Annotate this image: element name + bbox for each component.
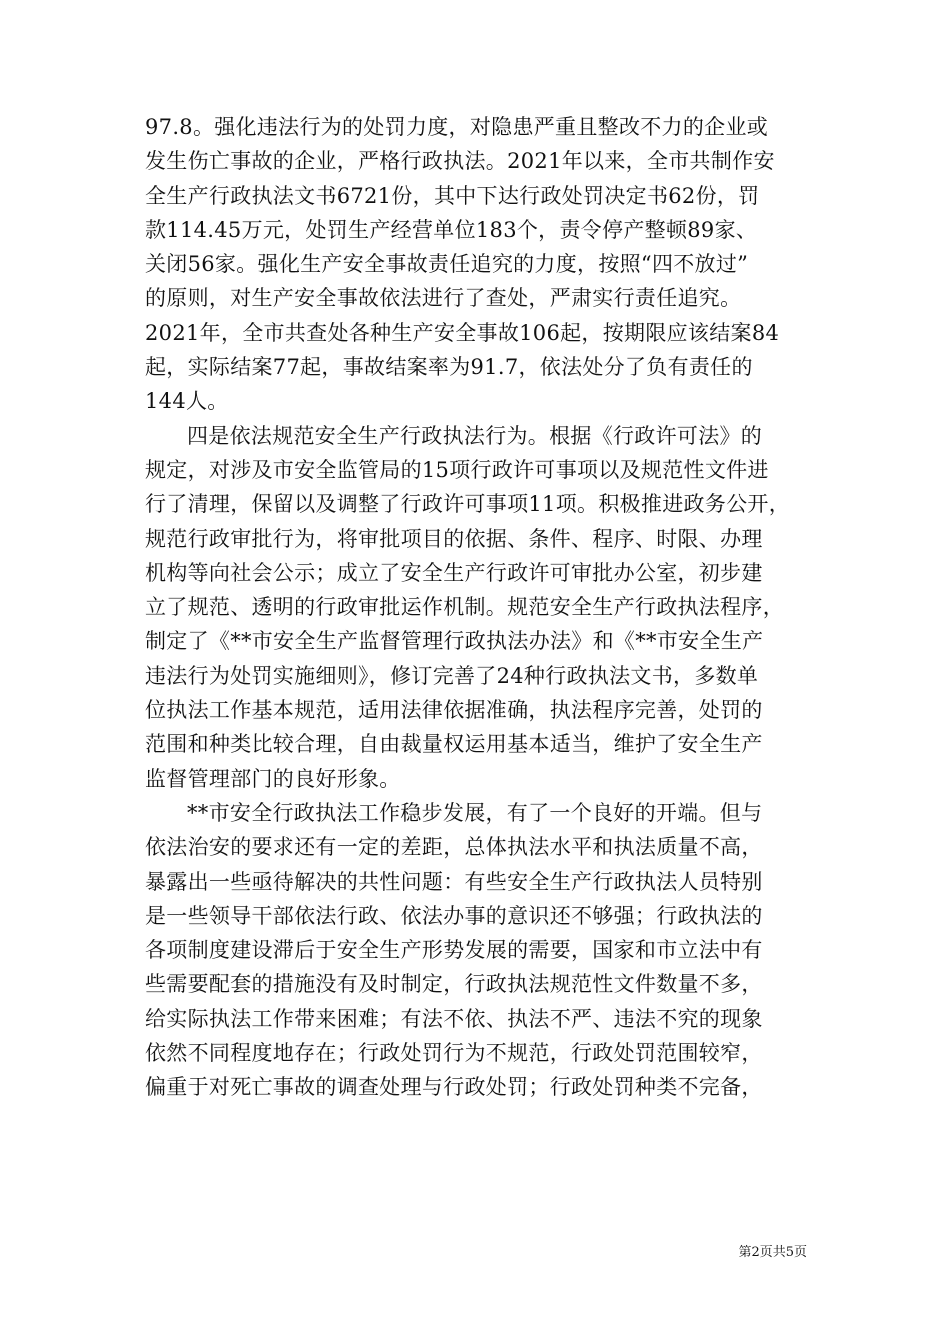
text-line: 款114.45万元，处罚生产经营单位183个，责令停产整顿89家、 bbox=[145, 217, 758, 242]
text-line: 发生伤亡事故的企业，严格行政执法。2021年以来，全市共制作安 bbox=[145, 149, 775, 174]
text-line: 立了规范、透明的行政审批运作机制。规范安全生产行政执法程序， bbox=[145, 595, 784, 620]
text-line: 2021年，全市共查处各种生产安全事故106起，按期限应该结案84 bbox=[145, 320, 780, 345]
text-line: 位执法工作基本规范，适用法律依据准确，执法程序完善，处罚的 bbox=[145, 698, 763, 723]
page-number: 第2页共5页 bbox=[738, 1245, 807, 1260]
text-line: 制定了《**市安全生产监督管理行政执法办法》和《**市安全生产 bbox=[145, 629, 764, 654]
text-line: 些需要配套的措施没有及时制定，行政执法规范性文件数量不多， bbox=[145, 972, 763, 997]
text-line: 机构等向社会公示；成立了安全生产行政许可审批办公室，初步建 bbox=[145, 560, 763, 585]
text-line: 偏重于对死亡事故的调查处理与行政处罚；行政处罚种类不完备， bbox=[145, 1075, 763, 1100]
text-line: 是一些领导干部依法行政、依法办事的意识还不够强；行政执法的 bbox=[145, 903, 763, 928]
text-line: 依然不同程度地存在；行政处罚行为不规范，行政处罚范围较窄， bbox=[145, 1041, 763, 1066]
text-line: 各项制度建设滞后于安全生产形势发展的需要，国家和市立法中有 bbox=[145, 938, 763, 963]
text-line: 给实际执法工作带来困难；有法不依、执法不严、违法不究的现象 bbox=[145, 1006, 763, 1031]
text-line: **市安全行政执法工作稳步发展，有了一个良好的开端。但与 bbox=[187, 800, 763, 825]
document-body bbox=[145, 110, 815, 1105]
text-line: 监督管理部门的良好形象。 bbox=[145, 766, 401, 791]
text-line: 规范行政审批行为，将审批项目的依据、条件、程序、时限、办理 bbox=[145, 526, 763, 551]
text-line: 范围和种类比较合理，自由裁量权运用基本适当，维护了安全生产 bbox=[145, 732, 763, 757]
text-line: 起，实际结案77起，事故结案率为91.7，依法处分了负有责任的 bbox=[145, 355, 753, 380]
text-line: 144人。 bbox=[145, 389, 229, 414]
text-line: 暴露出一些亟待解决的共性问题：有些安全生产行政执法人员特别 bbox=[145, 869, 763, 894]
text-line: 的原则，对生产安全事故依法进行了查处，严肃实行责任追究。 bbox=[145, 286, 742, 311]
text-line: 全生产行政执法文书6721份，其中下达行政处罚决定书62份，罚 bbox=[145, 183, 760, 208]
text-line: 规定，对涉及市安全监管局的15项行政许可事项以及规范性文件进 bbox=[145, 457, 769, 482]
text-line: 97.8。强化违法行为的处罚力度，对隐患严重且整改不力的企业或 bbox=[145, 115, 769, 139]
text-line: 违法行为处罚实施细则》，修订完善了24种行政执法文书，多数单 bbox=[145, 663, 759, 688]
text-line: 行了清理，保留以及调整了行政许可事项11项。积极推进政务公开， bbox=[145, 492, 791, 517]
text-line: 四是依法规范安全生产行政执法行为。根据《行政许可法》的 bbox=[187, 423, 763, 448]
text-line: 依法治安的要求还有一定的差距，总体执法水平和执法质量不高， bbox=[145, 835, 763, 860]
text-line: 关闭56家。强化生产安全事故责任追究的力度，按照“四不放过” bbox=[145, 252, 749, 277]
